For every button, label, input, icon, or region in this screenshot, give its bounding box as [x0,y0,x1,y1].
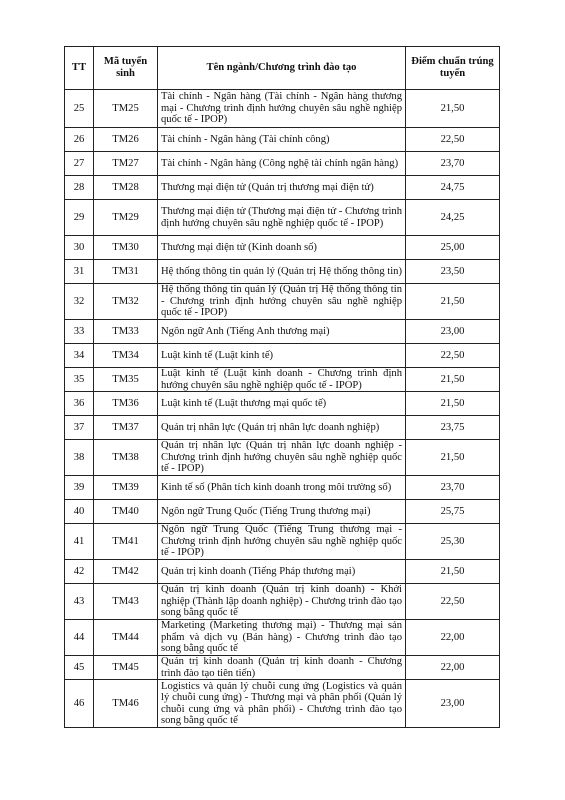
header-tt: TT [65,47,94,90]
cutoff-score: 23,70 [406,476,500,500]
admission-code: TM43 [94,584,158,620]
admission-code: TM34 [94,344,158,368]
row-number: 36 [65,392,94,416]
row-number: 32 [65,284,94,320]
cutoff-score: 22,50 [406,128,500,152]
cutoff-score: 24,75 [406,176,500,200]
admission-code: TM35 [94,368,158,392]
program-name: Luật kinh tế (Luật kinh doanh - Chương trình định hướng chuyên sâu nghề nghiệp quốc tế - IPOP) [158,368,406,392]
admission-code: TM37 [94,416,158,440]
admission-code: TM38 [94,440,158,476]
admission-code: TM32 [94,284,158,320]
admission-code: TM27 [94,152,158,176]
row-number: 44 [65,620,94,656]
row-number: 34 [65,344,94,368]
table-row [65,680,500,728]
admission-code: TM39 [94,476,158,500]
admission-code: TM42 [94,560,158,584]
row-number: 31 [65,260,94,284]
program-name: Marketing (Marketing thương mại) - Thương mại sản phẩm và dịch vụ (Bán hàng) - Chương trình đào tạo song bằng quốc tế [158,620,406,656]
row-number: 43 [65,584,94,620]
row-number: 33 [65,320,94,344]
cutoff-score: 21,50 [406,392,500,416]
table-row [65,416,500,440]
admission-code: TM29 [94,200,158,236]
row-number: 37 [65,416,94,440]
cutoff-score: 23,70 [406,152,500,176]
program-name: Ngôn ngữ Anh (Tiếng Anh thương mại) [158,320,406,344]
header-score: Điểm chuẩn trúng tuyển [406,47,500,90]
program-name: Quản trị kinh doanh (Quản trị kinh doanh) - Khởi nghiệp (Thành lập doanh nghiệp) - Chương trình đào tạo song bằng quốc tế [158,584,406,620]
table-row [65,524,500,560]
cutoff-score: 22,00 [406,656,500,680]
table-header-row [65,47,500,90]
table-row [65,128,500,152]
program-name: Tài chính - Ngân hàng (Tài chính - Ngân hàng thương mại - Chương trình định hướng chuyên sâu nghề nghiệp quốc tế - IPOP) [158,90,406,128]
admission-code: TM41 [94,524,158,560]
cutoff-score: 21,50 [406,560,500,584]
row-number: 39 [65,476,94,500]
admission-code: TM31 [94,260,158,284]
cutoff-score: 21,50 [406,368,500,392]
table-row [65,260,500,284]
row-number: 25 [65,90,94,128]
cutoff-score: 23,00 [406,680,500,728]
program-name: Logistics và quản lý chuỗi cung ứng (Logistics và quản lý chuỗi cung ứng) - Thương mại và phân phối (Quản lý chuỗi cung ứng và phân phối) - Chương trình đào tạo song bằng quốc tế [158,680,406,728]
program-name: Quản trị nhân lực (Quản trị nhân lực doanh nghiệp) [158,416,406,440]
row-number: 35 [65,368,94,392]
table-row [65,90,500,128]
cutoff-score: 23,50 [406,260,500,284]
admission-code: TM36 [94,392,158,416]
table-row [65,560,500,584]
program-name: Kinh tế số (Phân tích kinh doanh trong môi trường số) [158,476,406,500]
cutoff-score: 23,75 [406,416,500,440]
table-row [65,656,500,680]
admission-code: TM45 [94,656,158,680]
program-name: Tài chính - Ngân hàng (Tài chính công) [158,128,406,152]
admission-code: TM44 [94,620,158,656]
cutoff-score: 22,50 [406,584,500,620]
program-name: Quản trị kinh doanh (Quản trị kinh doanh - Chương trình đào tạo tiên tiến) [158,656,406,680]
table-row [65,392,500,416]
table-row [65,152,500,176]
program-name: Tài chính - Ngân hàng (Công nghệ tài chính ngân hàng) [158,152,406,176]
table-row [65,176,500,200]
row-number: 26 [65,128,94,152]
program-name: Quản trị kinh doanh (Tiếng Pháp thương mại) [158,560,406,584]
admission-code: TM33 [94,320,158,344]
table-row [65,344,500,368]
row-number: 27 [65,152,94,176]
program-name: Hệ thống thông tin quản lý (Quản trị Hệ thống thông tin) [158,260,406,284]
admission-code: TM26 [94,128,158,152]
cutoff-score: 25,75 [406,500,500,524]
cutoff-score: 24,25 [406,200,500,236]
program-name: Ngôn ngữ Trung Quốc (Tiếng Trung thương mại) [158,500,406,524]
cutoff-score: 21,50 [406,440,500,476]
admission-code: TM40 [94,500,158,524]
row-number: 40 [65,500,94,524]
program-name: Ngôn ngữ Trung Quốc (Tiếng Trung thương mại - Chương trình định hướng chuyên sâu nghề nghiệp quốc tế - IPOP) [158,524,406,560]
header-program-name: Tên ngành/Chương trình đào tạo [158,47,406,90]
table-row [65,368,500,392]
cutoff-score: 21,50 [406,284,500,320]
table-row [65,584,500,620]
cutoff-score: 25,00 [406,236,500,260]
program-name: Thương mại điện tử (Thương mại điện tử - Chương trình định hướng chuyên sâu nghề nghiệp quốc tế - IPOP) [158,200,406,236]
table-row [65,200,500,236]
program-name: Hệ thống thông tin quản lý (Quản trị Hệ thống thông tin - Chương trình định hướng chuyên sâu nghề nghiệp quốc tế - IPOP) [158,284,406,320]
cutoff-score: 25,30 [406,524,500,560]
program-name: Quản trị nhân lực (Quản trị nhân lực doanh nghiệp - Chương trình định hướng chuyên sâu nghề nghiệp quốc tế - IPOP) [158,440,406,476]
cutoff-score: 21,50 [406,90,500,128]
cutoff-score: 22,00 [406,620,500,656]
table-row [65,440,500,476]
program-name: Thương mại điện tử (Kinh doanh số) [158,236,406,260]
program-name: Luật kinh tế (Luật kinh tế) [158,344,406,368]
row-number: 30 [65,236,94,260]
row-number: 46 [65,680,94,728]
row-number: 45 [65,656,94,680]
table-row [65,500,500,524]
table-row [65,236,500,260]
admission-code: TM30 [94,236,158,260]
admission-code: TM46 [94,680,158,728]
row-number: 38 [65,440,94,476]
program-name: Thương mại điện tử (Quản trị thương mại điện tử) [158,176,406,200]
header-code: Mã tuyển sinh [94,47,158,90]
row-number: 28 [65,176,94,200]
table-row [65,620,500,656]
row-number: 42 [65,560,94,584]
table-row [65,320,500,344]
admission-code: TM28 [94,176,158,200]
cutoff-score: 23,00 [406,320,500,344]
cutoff-score: 22,50 [406,344,500,368]
admission-code: TM25 [94,90,158,128]
program-name: Luật kinh tế (Luật thương mại quốc tế) [158,392,406,416]
table-row [65,284,500,320]
row-number: 41 [65,524,94,560]
row-number: 29 [65,200,94,236]
admission-score-table [64,46,500,728]
table-row [65,476,500,500]
